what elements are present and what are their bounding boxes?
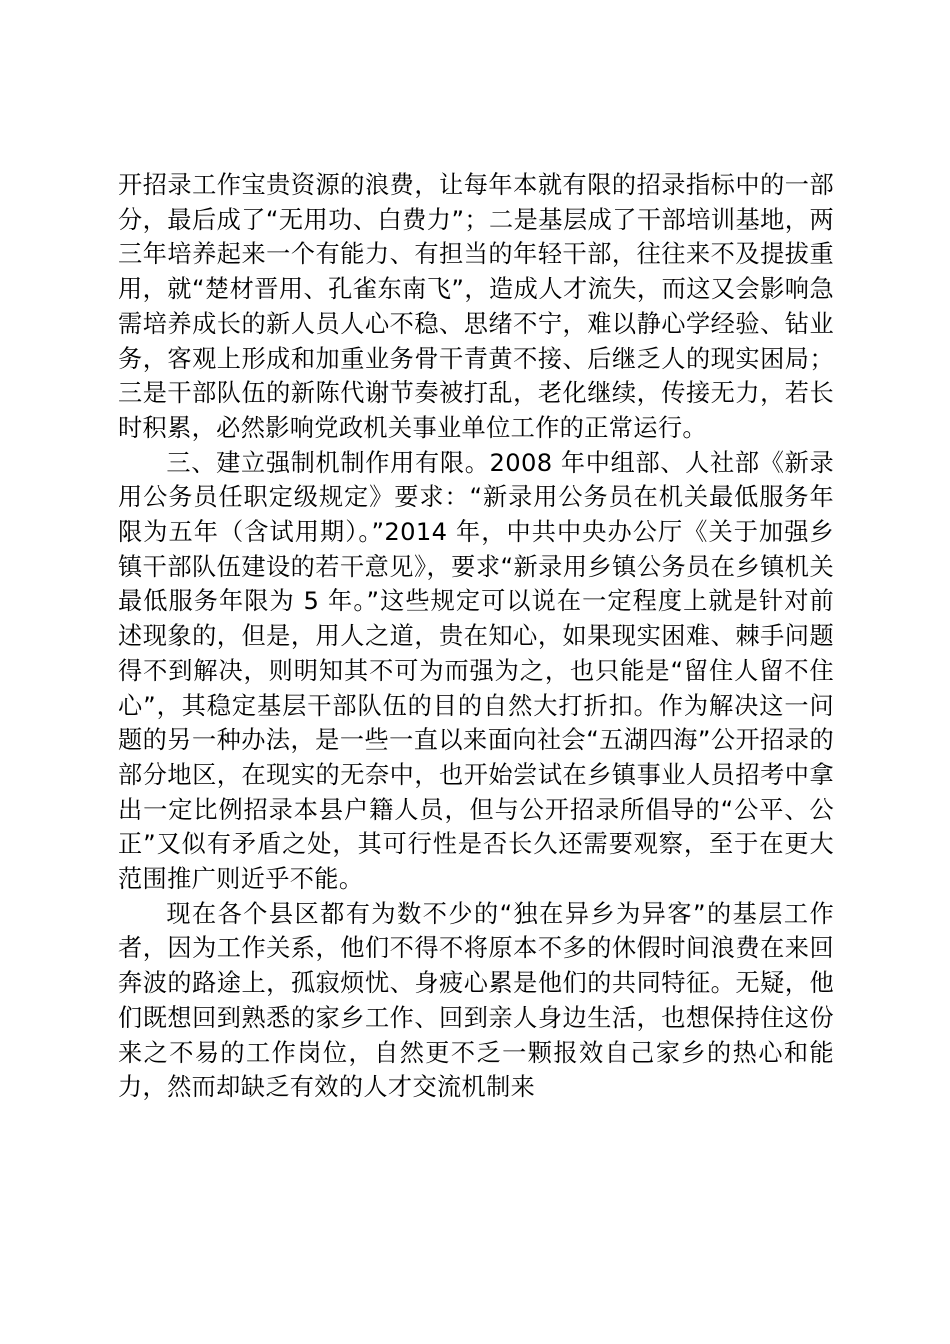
body-text bbox=[118, 168, 834, 1105]
paragraph-current-situation: 现在各个县区都有为数不少的“独在异乡为异客”的基层工作者，因为工作关系，他们不得不将原本不多的休假时间浪费在来回奔波的路途上，孤寂烦忧、身疲心累是他们的共同特征。无疑，他们既想回到熟悉的家乡工作、回到亲人身边生活，也想保持住这份来之不易的工作岗位，自然更不乏一颗报效自己家乡的热心和能力，然而却缺乏有效的人才交流机制来 bbox=[118, 899, 834, 1102]
paragraph-continued: 开招录工作宝贵资源的浪费，让每年本就有限的招录指标中的一部分，最后成了“无用功、白费力”；二是基层成了干部培训基地，两三年培养起来一个有能力、有担当的年轻干部，往往来不及提拔重用，就“楚材晋用、孔雀东南飞”，造成人才流失，而这又会影响急需培养成长的新人员人心不稳、思绪不宁，难以静心学经验、钻业务，客观上形成和加重业务骨干青黄不接、后继乏人的现实困局；三是干部队伍的新陈代谢节奏被打乱，老化继续，传接无力，若长时积累，必然影响党政机关事业单位工作的正常运行。 bbox=[118, 171, 834, 442]
paragraph-section-three: 三、建立强制机制作用有限。2008 年中组部、人社部《新录用公务员任职定级规定》要求：“新录用公务员在机关最低服务年限为五年（含试用期）。”2014 年，中共中央办公厅《关于加强乡镇干部队伍建设的若干意见》，要求“新录用乡镇公务员在乡镇机关最低服务年限为 5 年。”这些规定可以说在一定程度上就是针对前述现象的，但是，用人之道，贵在知心，如果现实困难、棘手问题得不到解决，则明知其不可为而强为之，也只能是“留住人留不住心”，其稳定基层干部队伍的目的自然大打折扣。作为解决这一问题的另一种办法，是一些一直以来面向社会“五湖四海”公开招录的部分地区，在现实的无奈中，也开始尝试在乡镇事业人员招考中拿出一定比例招录本县户籍人员，但与公开招录所倡导的“公平、公正”又似有矛盾之处，其可行性是否长久还需要观察，至于在更大范围推广则近乎不能。 bbox=[118, 448, 834, 894]
